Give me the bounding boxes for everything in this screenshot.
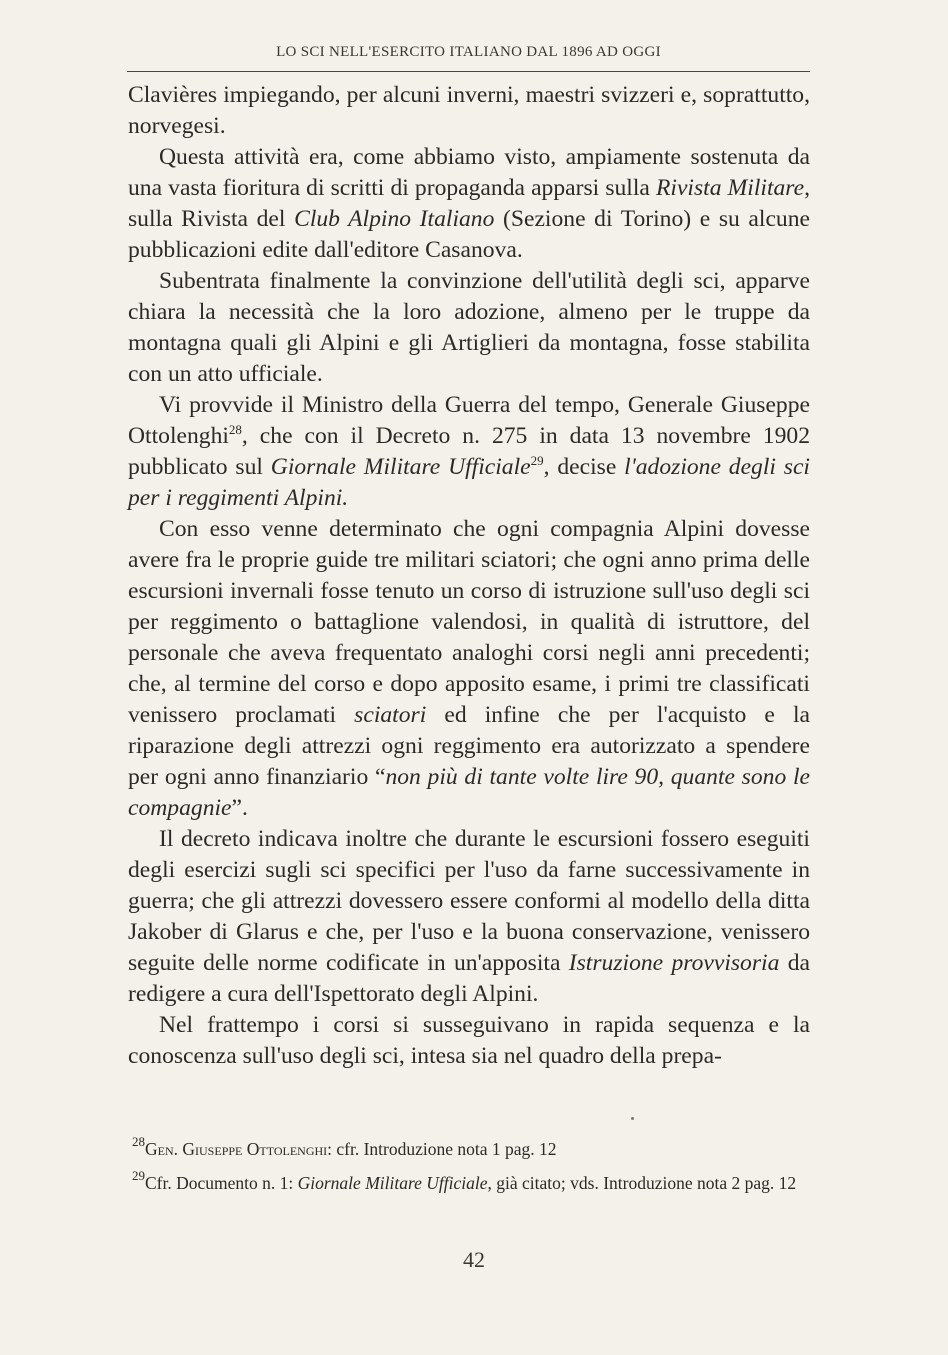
paragraph-3 (128, 266, 810, 390)
rivista-militare-title: Rivista Militare (655, 175, 805, 201)
sciatori-term: sciatori (354, 702, 427, 728)
club-alpino-title: Club Alpino Italiano (294, 206, 495, 232)
page-number: 42 (463, 1247, 485, 1272)
footnote-29-number: 29 (132, 1168, 145, 1183)
istruzione-provvisoria-title: Istruzione provvisoria (568, 950, 780, 976)
paragraph-7-text: Nel frattempo i corsi si susseguivano in rapida sequenza e la conoscenza sull'uso degli sci, intesa sia nel quadro della prepa- (128, 1012, 810, 1069)
decree-quote: l'adozione degli sci per i reggimenti Alpini. (128, 454, 810, 511)
paragraph-2-text-a: Questa attività era, come abbiamo visto, ampiamente sostenuta da una vasta fioritura di scritti di propaganda apparsi sulla (128, 144, 810, 201)
paragraph-1 (128, 80, 810, 142)
paragraph-7 (128, 1010, 810, 1072)
header-rule (127, 71, 810, 72)
giornale-militare-title: Giornale Militare Ufficiale (270, 454, 531, 480)
budget-quote: non più di tante volte lire 90, quante sono le compagnie (128, 764, 810, 821)
paragraph-6-text-b: da redigere a cura dell'Ispettorato degli Alpini. (128, 950, 810, 1007)
footnote-28 (128, 1134, 810, 1162)
footnote-28-text: : cfr. Introduzione nota 1 pag. 12 (327, 1139, 557, 1159)
paragraph-4-text-c: , decise (543, 454, 625, 480)
paragraph-1-text: Clavières impiegando, per alcuni inverni, maestri svizzeri e, soprattutto, norvegesi. (128, 82, 810, 139)
paragraph-3-text: Subentrata finalmente la convinzione dell'utilità degli sci, apparve chiara la necessità che la loro adozione, almeno per le truppe da montagna quali gli Alpini e gli Artiglieri da montagna, fosse stabilita con un atto ufficiale. (128, 268, 810, 387)
paragraph-5-text-a: Con esso venne determinato che ogni compagnia Alpini dovesse avere fra le proprie guide tre militari sciatori; che ogni anno prima delle escursioni invernali fosse tenuto un corso di istruzione sull'uso degli sci per reggimento o battaglione valendosi, in qualità di istruttore, del personale che aveva frequentato analoghi corsi negli anni precedenti; che, al termine del corso e dopo apposito esame, i primi tre classificati venissero proclamati (128, 516, 810, 728)
paragraph-6 (128, 824, 810, 1010)
footnote-ref-28[interactable]: 28 (228, 422, 242, 437)
footnote-28-name: Gen. Giuseppe Ottolenghi (145, 1139, 328, 1159)
paragraph-4-text-a: Vi provvide il Ministro della Guerra del tempo, Generale Giuseppe Ottolenghi (128, 392, 810, 449)
paragraph-2-text-c: (Sezione di Torino) e su alcune pubblicazioni edite dall'editore Casanova. (128, 206, 810, 263)
paragraph-5 (128, 514, 810, 824)
footnote-29-text-a: Cfr. Documento n. 1: (145, 1173, 298, 1193)
footnote-29-text-b: , già citato; vds. Introduzione nota 2 pag. 12 (487, 1173, 797, 1193)
paragraph-5-text-c: ”. (231, 795, 248, 821)
paragraph-4-text-b: , che con il Decreto n. 275 in data 13 novembre 1902 pubblicato sul (128, 423, 810, 480)
running-header: LO SCI NELL'ESERCITO ITALIANO DAL 1896 AD OGGI (276, 44, 661, 60)
footnote-ref-29[interactable]: 29 (530, 453, 544, 468)
main-text (128, 80, 810, 1072)
footnote-29-title: Giornale Militare Ufficiale (297, 1173, 488, 1193)
paragraph-4 (128, 390, 810, 514)
paragraph-2-text-b: , sulla Rivista del (128, 175, 810, 232)
paragraph-6-text-a: Il decreto indicava inoltre che durante le escursioni fossero eseguiti degli esercizi sugli sci specifici per l'uso da farne successivamente in guerra; che gli attrezzi dovessero essere conformi al modello della ditta Jakober di Glarus e che, per l'uso e la buona conservazione, venissero seguite delle norme codificate in un'apposita (128, 826, 810, 976)
stray-dot-mark (631, 1117, 634, 1120)
footnote-29 (128, 1168, 810, 1196)
footnotes (128, 1134, 810, 1205)
paragraph-2 (128, 142, 810, 266)
footnote-28-number: 28 (132, 1134, 145, 1149)
paragraph-5-text-b: ed infine che per l'acquisto e la riparazione degli attrezzi ogni reggimento era autorizzato a spendere per ogni anno finanziario “ (128, 702, 810, 790)
